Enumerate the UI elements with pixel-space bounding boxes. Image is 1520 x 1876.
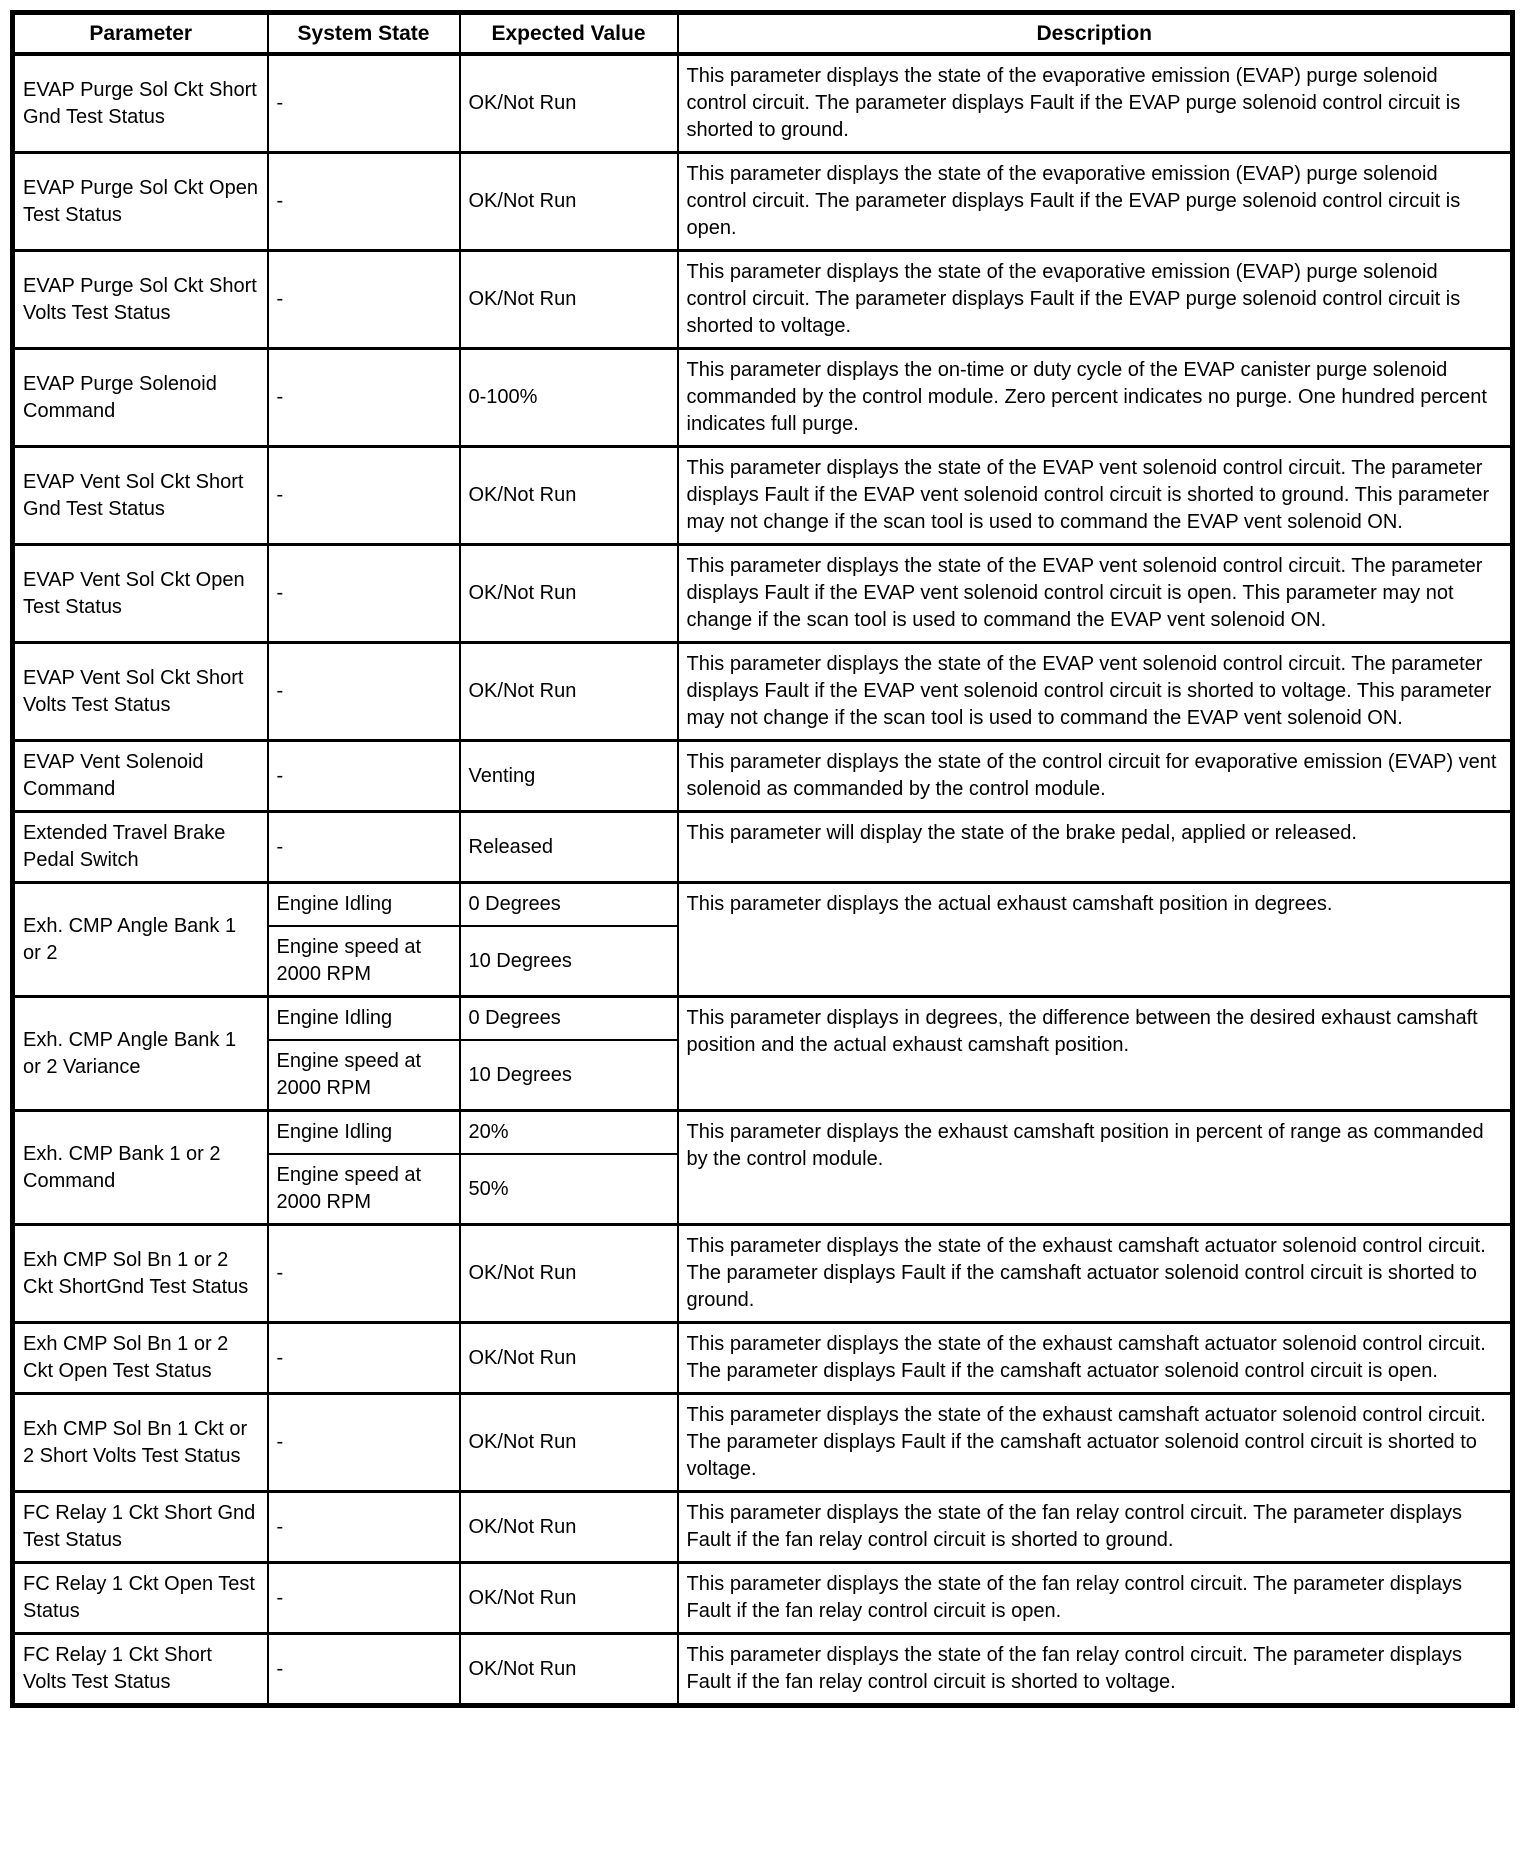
system-state-cell: - (268, 1394, 460, 1492)
system-state-cell: - (268, 447, 460, 545)
description-cell: This parameter displays the state of the evaporative emission (EVAP) purge solenoid control circuit. The parameter displays Fault if the EVAP purge solenoid control circuit is open. (678, 153, 1513, 251)
parameter-cell: EVAP Vent Solenoid Command (13, 741, 268, 812)
system-state-cell: - (268, 349, 460, 447)
parameter-cell: Exh. CMP Angle Bank 1 or 2 Variance (13, 997, 268, 1111)
expected-value-cell: OK/Not Run (460, 1323, 678, 1394)
parameter-cell: EVAP Purge Sol Ckt Short Volts Test Status (13, 251, 268, 349)
parameter-cell: Exh CMP Sol Bn 1 Ckt or 2 Short Volts Test Status (13, 1394, 268, 1492)
expected-value-cell: Released (460, 812, 678, 883)
system-state-cell: - (268, 251, 460, 349)
parameter-cell: EVAP Vent Sol Ckt Short Volts Test Status (13, 643, 268, 741)
description-cell: This parameter displays the exhaust camshaft position in percent of range as commanded by the control module. (678, 1111, 1513, 1225)
parameter-cell: Extended Travel Brake Pedal Switch (13, 812, 268, 883)
system-state-cell: - (268, 1225, 460, 1323)
expected-value-cell: 0 Degrees (460, 997, 678, 1041)
system-state-cell: Engine speed at 2000 RPM (268, 926, 460, 997)
table-row (13, 545, 1513, 643)
parameter-cell: EVAP Vent Sol Ckt Short Gnd Test Status (13, 447, 268, 545)
table-row (13, 1492, 1513, 1563)
description-cell: This parameter displays the state of the EVAP vent solenoid control circuit. The parameter displays Fault if the EVAP vent solenoid control circuit is shorted to ground. This parameter may not change if the scan tool is used to command the EVAP vent solenoid ON. (678, 447, 1513, 545)
table-row (13, 251, 1513, 349)
expected-value-cell: OK/Not Run (460, 447, 678, 545)
parameter-cell: EVAP Purge Sol Ckt Open Test Status (13, 153, 268, 251)
table-row (13, 54, 1513, 153)
parameter-cell: EVAP Purge Solenoid Command (13, 349, 268, 447)
expected-value-cell: OK/Not Run (460, 1394, 678, 1492)
parameter-cell: Exh CMP Sol Bn 1 or 2 Ckt ShortGnd Test Status (13, 1225, 268, 1323)
table-row (13, 1394, 1513, 1492)
parameter-cell: FC Relay 1 Ckt Open Test Status (13, 1563, 268, 1634)
expected-value-cell: 10 Degrees (460, 1040, 678, 1111)
system-state-cell: - (268, 54, 460, 153)
table-row (13, 643, 1513, 741)
table-row (13, 349, 1513, 447)
expected-value-cell: OK/Not Run (460, 153, 678, 251)
column-header-system-state: System State (268, 13, 460, 55)
parameter-cell: EVAP Purge Sol Ckt Short Gnd Test Status (13, 54, 268, 153)
description-cell: This parameter displays the state of the evaporative emission (EVAP) purge solenoid control circuit. The parameter displays Fault if the EVAP purge solenoid control circuit is shorted to voltage. (678, 251, 1513, 349)
description-cell: This parameter displays the state of the fan relay control circuit. The parameter displays Fault if the fan relay control circuit is open. (678, 1563, 1513, 1634)
description-cell: This parameter displays the actual exhaust camshaft position in degrees. (678, 883, 1513, 997)
column-header-expected-value: Expected Value (460, 13, 678, 55)
description-cell: This parameter displays the state of the fan relay control circuit. The parameter displays Fault if the fan relay control circuit is shorted to ground. (678, 1492, 1513, 1563)
system-state-cell: - (268, 1634, 460, 1706)
system-state-cell: - (268, 812, 460, 883)
expected-value-cell: OK/Not Run (460, 1563, 678, 1634)
expected-value-cell: OK/Not Run (460, 1492, 678, 1563)
table-row (13, 997, 1513, 1041)
system-state-cell: Engine Idling (268, 883, 460, 927)
parameter-cell: Exh CMP Sol Bn 1 or 2 Ckt Open Test Status (13, 1323, 268, 1394)
description-cell: This parameter displays the state of the exhaust camshaft actuator solenoid control circuit. The parameter displays Fault if the camshaft actuator solenoid control circuit is open. (678, 1323, 1513, 1394)
system-state-cell: Engine speed at 2000 RPM (268, 1154, 460, 1225)
expected-value-cell: OK/Not Run (460, 545, 678, 643)
parameter-cell: FC Relay 1 Ckt Short Volts Test Status (13, 1634, 268, 1706)
expected-value-cell: OK/Not Run (460, 1634, 678, 1706)
table-row (13, 812, 1513, 883)
table-row (13, 1634, 1513, 1706)
table-row (13, 153, 1513, 251)
parameters-table (10, 10, 1515, 1708)
system-state-cell: - (268, 545, 460, 643)
table-row (13, 883, 1513, 927)
column-header-description: Description (678, 13, 1513, 55)
system-state-cell: - (268, 1323, 460, 1394)
system-state-cell: - (268, 741, 460, 812)
system-state-cell: - (268, 153, 460, 251)
table-row (13, 447, 1513, 545)
parameter-cell: Exh. CMP Bank 1 or 2 Command (13, 1111, 268, 1225)
description-cell: This parameter displays the state of the EVAP vent solenoid control circuit. The parameter displays Fault if the EVAP vent solenoid control circuit is open. This parameter may not change if the scan tool is used to command the EVAP vent solenoid ON. (678, 545, 1513, 643)
expected-value-cell: 0-100% (460, 349, 678, 447)
description-cell: This parameter displays the state of the evaporative emission (EVAP) purge solenoid control circuit. The parameter displays Fault if the EVAP purge solenoid control circuit is shorted to ground. (678, 54, 1513, 153)
expected-value-cell: OK/Not Run (460, 643, 678, 741)
expected-value-cell: OK/Not Run (460, 54, 678, 153)
system-state-cell: Engine speed at 2000 RPM (268, 1040, 460, 1111)
parameter-cell: EVAP Vent Sol Ckt Open Test Status (13, 545, 268, 643)
expected-value-cell: 0 Degrees (460, 883, 678, 927)
description-cell: This parameter displays the state of the exhaust camshaft actuator solenoid control circuit. The parameter displays Fault if the camshaft actuator solenoid control circuit is shorted to voltage. (678, 1394, 1513, 1492)
description-cell: This parameter displays the state of the exhaust camshaft actuator solenoid control circuit. The parameter displays Fault if the camshaft actuator solenoid control circuit is shorted to ground. (678, 1225, 1513, 1323)
parameter-cell: FC Relay 1 Ckt Short Gnd Test Status (13, 1492, 268, 1563)
system-state-cell: Engine Idling (268, 1111, 460, 1155)
system-state-cell: - (268, 1563, 460, 1634)
system-state-cell: - (268, 643, 460, 741)
description-cell: This parameter displays the state of the EVAP vent solenoid control circuit. The parameter displays Fault if the EVAP vent solenoid control circuit is shorted to voltage. This parameter may not change if the scan tool is used to command the EVAP vent solenoid ON. (678, 643, 1513, 741)
description-cell: This parameter displays the on-time or duty cycle of the EVAP canister purge solenoid commanded by the control module. Zero percent indicates no purge. One hundred percent indicates full purge. (678, 349, 1513, 447)
description-cell: This parameter displays the state of the fan relay control circuit. The parameter displays Fault if the fan relay control circuit is shorted to voltage. (678, 1634, 1513, 1706)
description-cell: This parameter displays in degrees, the difference between the desired exhaust camshaft position and the actual exhaust camshaft position. (678, 997, 1513, 1111)
column-header-parameter: Parameter (13, 13, 268, 55)
table-header-row (13, 13, 1513, 55)
expected-value-cell: 20% (460, 1111, 678, 1155)
table-row (13, 741, 1513, 812)
expected-value-cell: OK/Not Run (460, 251, 678, 349)
expected-value-cell: OK/Not Run (460, 1225, 678, 1323)
table-row (13, 1563, 1513, 1634)
table-row (13, 1111, 1513, 1155)
expected-value-cell: 50% (460, 1154, 678, 1225)
expected-value-cell: 10 Degrees (460, 926, 678, 997)
description-cell: This parameter will display the state of the brake pedal, applied or released. (678, 812, 1513, 883)
parameter-cell: Exh. CMP Angle Bank 1 or 2 (13, 883, 268, 997)
description-cell: This parameter displays the state of the control circuit for evaporative emission (EVAP) vent solenoid as commanded by the control module. (678, 741, 1513, 812)
table-row (13, 1225, 1513, 1323)
system-state-cell: - (268, 1492, 460, 1563)
table-row (13, 1323, 1513, 1394)
system-state-cell: Engine Idling (268, 997, 460, 1041)
expected-value-cell: Venting (460, 741, 678, 812)
